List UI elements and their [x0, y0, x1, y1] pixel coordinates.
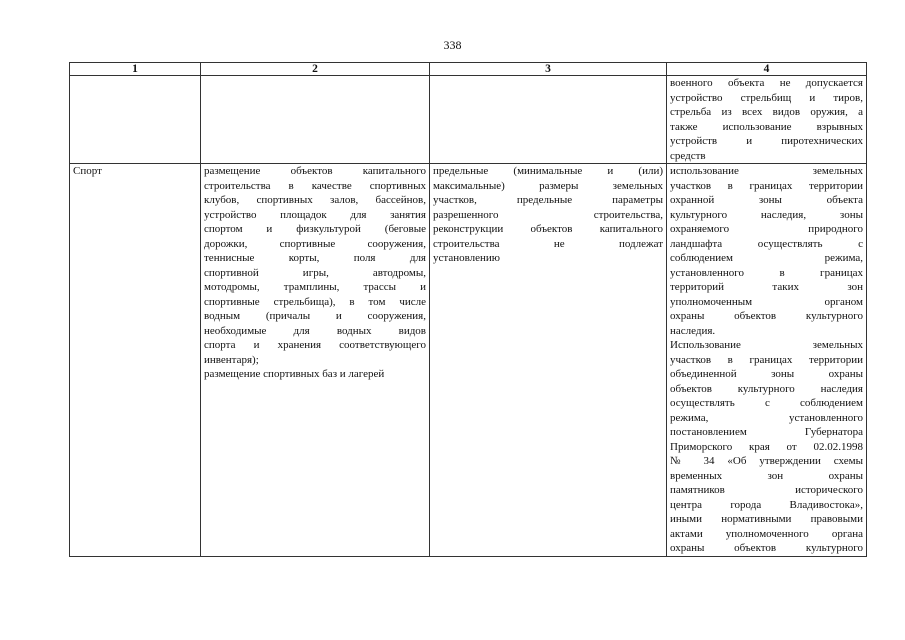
text-line: охраны объектов культурного: [670, 310, 863, 322]
table-row: [70, 76, 867, 164]
text-line: актами уполномоченного органа: [670, 527, 863, 540]
text-line: мотодромы, трамплины, трассы и: [204, 281, 426, 293]
text-line: использование земельных: [670, 165, 863, 177]
text-line: водным (причалы и сооружения,: [204, 310, 426, 322]
text-line: № 34 «Об утверждении схемы: [670, 455, 863, 467]
text-line: охраняемого природного: [670, 223, 863, 235]
text-line: установлению: [433, 252, 501, 264]
text-line: ландшафта осуществлять с: [670, 237, 863, 250]
text-line: режима, установленного: [670, 411, 863, 424]
text-line: стрельба из всех видов оружия, а: [670, 106, 863, 118]
text-line: размещение объектов капитального: [204, 165, 426, 177]
text-line: строительства в качестве спортивных: [204, 179, 426, 192]
text-line: Использование земельных: [670, 339, 863, 351]
text-line: также использование взрывных: [670, 120, 863, 133]
text-line: центра города Владивостока»,: [670, 498, 863, 511]
text-line: соблюдением режима,: [670, 252, 863, 264]
text-line: памятников исторического: [670, 484, 863, 496]
text-line: реконструкции объектов капитального: [433, 223, 663, 235]
text-line: уполномоченным органом: [670, 295, 863, 308]
text-line: спортивные стрельбища), в том числе: [204, 295, 426, 308]
text-line: объектов культурного наследия: [670, 382, 863, 395]
column-header-3: 3: [430, 63, 667, 76]
text-line: необходимые для водных видов: [204, 324, 426, 337]
text-line: устройство стрельбищ и тиров,: [670, 91, 863, 104]
text-line: охранной зоны объекта: [670, 194, 863, 206]
text-line: устройство площадок для занятия: [204, 208, 426, 221]
cell-row1-col3: [430, 76, 667, 164]
text-line: иными нормативными правовыми: [670, 513, 863, 525]
text-line: теннисные корты, поля для: [204, 252, 426, 264]
text-line: объединенной зоны охраны: [670, 368, 863, 380]
text-line: предельные (минимальные и (или): [433, 165, 663, 177]
column-header-1: 1: [70, 63, 201, 76]
text-line: максимальные) размеры земельных: [433, 179, 663, 192]
text-line: территорий таких зон: [670, 281, 863, 293]
text-line: строительства не подлежат: [433, 237, 663, 250]
text-line: постановлением Губернатора: [670, 426, 863, 438]
text-line: установленного в границах: [670, 266, 863, 279]
text-line: военного объекта не допускается: [670, 77, 863, 89]
text-line: временных зон охраны: [670, 469, 863, 482]
cell-row1-col2: [201, 76, 430, 164]
cell-row1-col1: [70, 76, 201, 164]
cell-row2-col4: [667, 164, 867, 557]
text-line: инвентаря);: [204, 353, 259, 366]
text-line: участков, предельные параметры: [433, 194, 663, 206]
text-line: спортивной игры, автодромы,: [204, 266, 426, 279]
text-line: охраны объектов культурного: [670, 542, 863, 554]
text-line: средств: [670, 149, 706, 162]
table-header-row: [70, 63, 867, 76]
text-line: клубов, спортивных залов, бассейнов,: [204, 194, 426, 206]
text-line: спортом и физкультурой (беговые: [204, 223, 426, 235]
table-row: [70, 164, 867, 557]
text-line: размещение спортивных баз и лагерей: [204, 368, 385, 380]
text-line: осуществлять с соблюдением: [670, 397, 863, 409]
text-line: участков в границах территории: [670, 179, 863, 192]
page-number: 338: [443, 38, 462, 52]
cell-row2-col2: [201, 164, 430, 557]
column-header-2: 2: [201, 63, 430, 76]
cell-row2-col3: [430, 164, 667, 557]
text-line: разрешенного строительства,: [433, 208, 663, 221]
text-line: дорожки, спортивные сооружения,: [204, 237, 426, 250]
zoning-table: [69, 62, 867, 557]
cell-row2-col1: Спорт: [70, 164, 201, 557]
cell-row1-col4: [667, 76, 867, 164]
column-header-4: 4: [667, 63, 867, 76]
text-line: спорта и хранения соответствующего: [204, 339, 426, 351]
text-line: участков в границах территории: [670, 353, 863, 366]
text-line: устройств и пиротехнических: [670, 135, 863, 147]
text-line: наследия.: [670, 324, 716, 337]
text-line: Приморского края от 02.02.1998: [670, 440, 863, 453]
text-line: культурного наследия, зоны: [670, 208, 863, 221]
